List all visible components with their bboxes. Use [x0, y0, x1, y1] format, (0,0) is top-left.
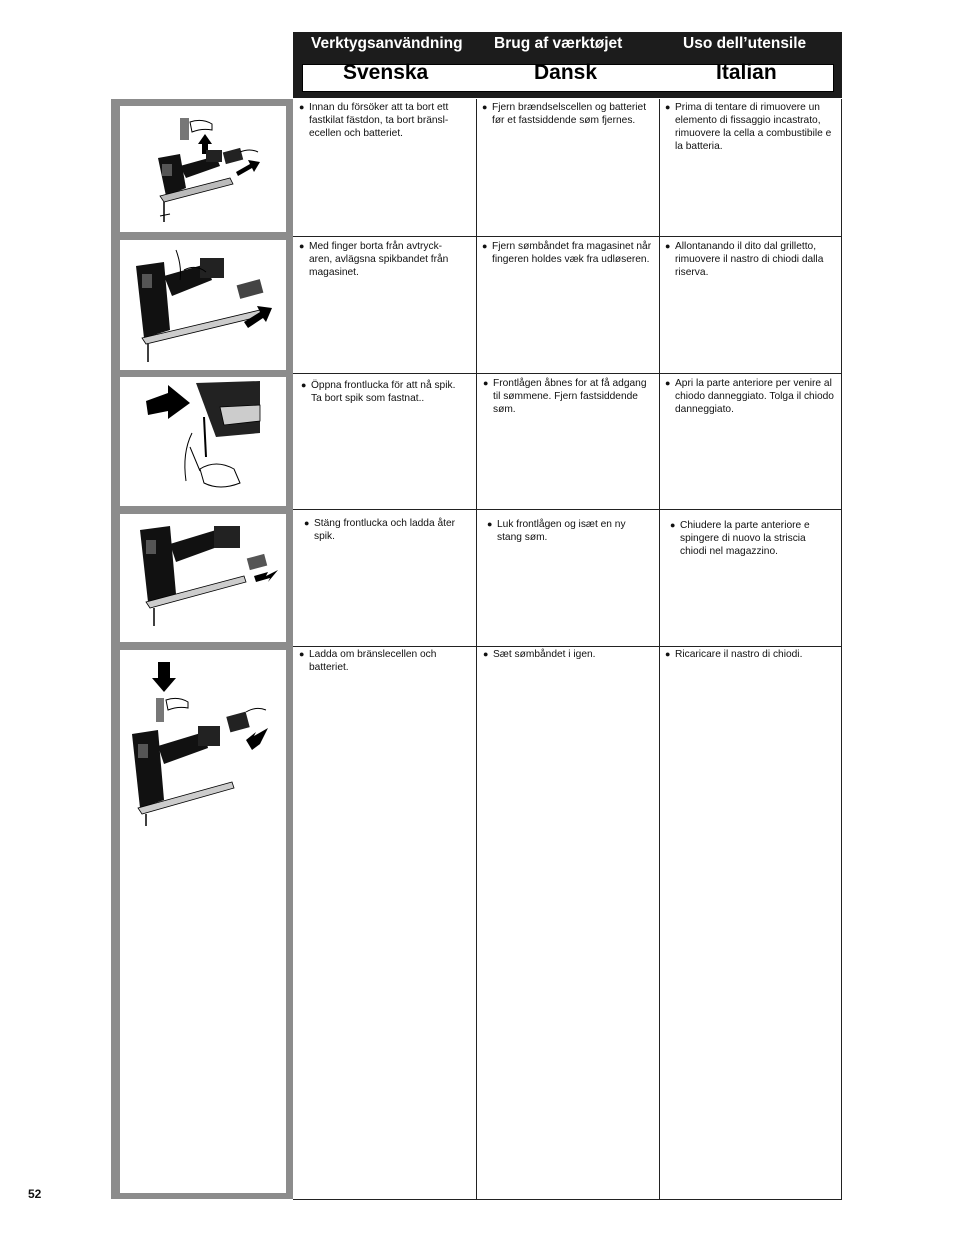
bullet-icon: ● — [299, 649, 305, 659]
instruction-text-dansk: Luk frontlågen og isæt en ny stang søm. — [497, 519, 626, 543]
list-item — [665, 377, 837, 416]
bullet-icon: ● — [665, 241, 671, 251]
instruction-grid — [293, 99, 842, 1200]
header-bar — [293, 32, 842, 98]
bullet-icon: ● — [299, 102, 305, 112]
list-item — [670, 519, 832, 558]
instruction-text-svenska: Innan du försöker att ta bort ett fastkilat fästdon, ta bort bränsl-ecellen och batteriet. — [309, 102, 449, 139]
header-sub-dansk: Brug af værktøjet — [494, 35, 623, 52]
instruction-text-italian: Allontanando il dito dal grilletto, rimuovere il nastro di chiodi dalla riserva. — [675, 241, 824, 278]
row-divider — [293, 646, 842, 647]
column-divider — [476, 99, 477, 1200]
bullet-icon: ● — [301, 380, 307, 390]
column-divider — [659, 99, 660, 1200]
instruction-text-svenska: Ladda om bränslecellen och batteriet. — [309, 649, 437, 673]
instruction-text-dansk: Fjern brændselscellen og batteriet før et fastsiddende søm fjernes. — [492, 102, 647, 126]
row-divider — [293, 509, 842, 510]
bullet-icon: ● — [482, 241, 488, 251]
instruction-text-italian: Prima di tentare di rimuovere un elemento di fissaggio incastrato, rimuovere la cella a combustibile e la batteria. — [675, 102, 832, 152]
list-item — [665, 648, 837, 661]
row-divider — [293, 236, 842, 237]
bullet-icon: ● — [299, 241, 305, 251]
page-number: 52 — [28, 1187, 42, 1201]
header-lang-italian: Italian — [716, 61, 777, 84]
list-item — [483, 377, 653, 416]
bullet-icon: ● — [487, 519, 493, 529]
bullet-icon: ● — [483, 649, 489, 659]
instruction-text-dansk: Fjern sømbåndet fra magasinet når fingeren holdes væk fra udløseren. — [492, 241, 652, 265]
list-item — [483, 648, 655, 661]
bullet-icon: ● — [304, 518, 310, 528]
list-item — [665, 101, 837, 153]
row-divider — [293, 373, 842, 374]
list-item — [482, 240, 657, 266]
instruction-text-italian: Ricaricare il nastro di chiodi. — [675, 649, 803, 660]
list-item — [301, 379, 467, 405]
bullet-icon: ● — [483, 378, 489, 388]
list-item — [299, 240, 461, 279]
bullet-icon: ● — [665, 649, 671, 659]
instruction-text-dansk: Sæt sømbåndet i igen. — [493, 649, 596, 660]
remove-fuel-battery-illustration — [120, 106, 286, 232]
instruction-text-svenska: Stäng frontlucka och ladda åter spik. — [314, 518, 456, 542]
header-lang-svenska: Svenska — [343, 61, 429, 84]
instruction-text-svenska: Med finger borta från avtryck-aren, avlägsna spikbandet från magasinet. — [309, 241, 449, 278]
instruction-text-dansk: Frontlågen åbnes for at få adgang til sømmene. Fjern fastsiddende søm. — [493, 378, 647, 415]
header-sub-italian: Uso dell’utensile — [683, 35, 807, 52]
instruction-text-italian: Apri la parte anteriore per venire al chiodo danneggiato. Tolga il chiodo danneggiato. — [675, 378, 834, 415]
header-lang-dansk: Dansk — [534, 61, 598, 84]
list-item — [299, 648, 465, 674]
list-item — [299, 101, 465, 140]
remove-nail-strip-illustration — [120, 240, 286, 370]
grid-bottom-border — [293, 1199, 842, 1200]
bullet-icon: ● — [482, 102, 488, 112]
list-item — [487, 518, 647, 544]
illustration-column — [111, 99, 293, 1199]
bullet-icon: ● — [665, 378, 671, 388]
open-front-gate-illustration — [120, 377, 286, 506]
reload-fuel-battery-illustration — [120, 650, 286, 1193]
bullet-icon: ● — [665, 102, 671, 112]
instruction-text-italian: Chiudere la parte anteriore e spingere di nuovo la striscia chiodi nel magazzino. — [680, 520, 810, 557]
grid-right-border — [841, 99, 842, 1200]
close-gate-reload-illustration — [120, 514, 286, 642]
list-item — [665, 240, 837, 279]
list-item — [304, 517, 464, 543]
header-sub-svenska: Verktygsanvändning — [311, 35, 463, 52]
bullet-icon: ● — [670, 520, 676, 530]
instruction-text-svenska: Öppna frontlucka för att nå spik. Ta bort spik som fastnat.. — [311, 380, 456, 404]
list-item — [482, 101, 654, 127]
